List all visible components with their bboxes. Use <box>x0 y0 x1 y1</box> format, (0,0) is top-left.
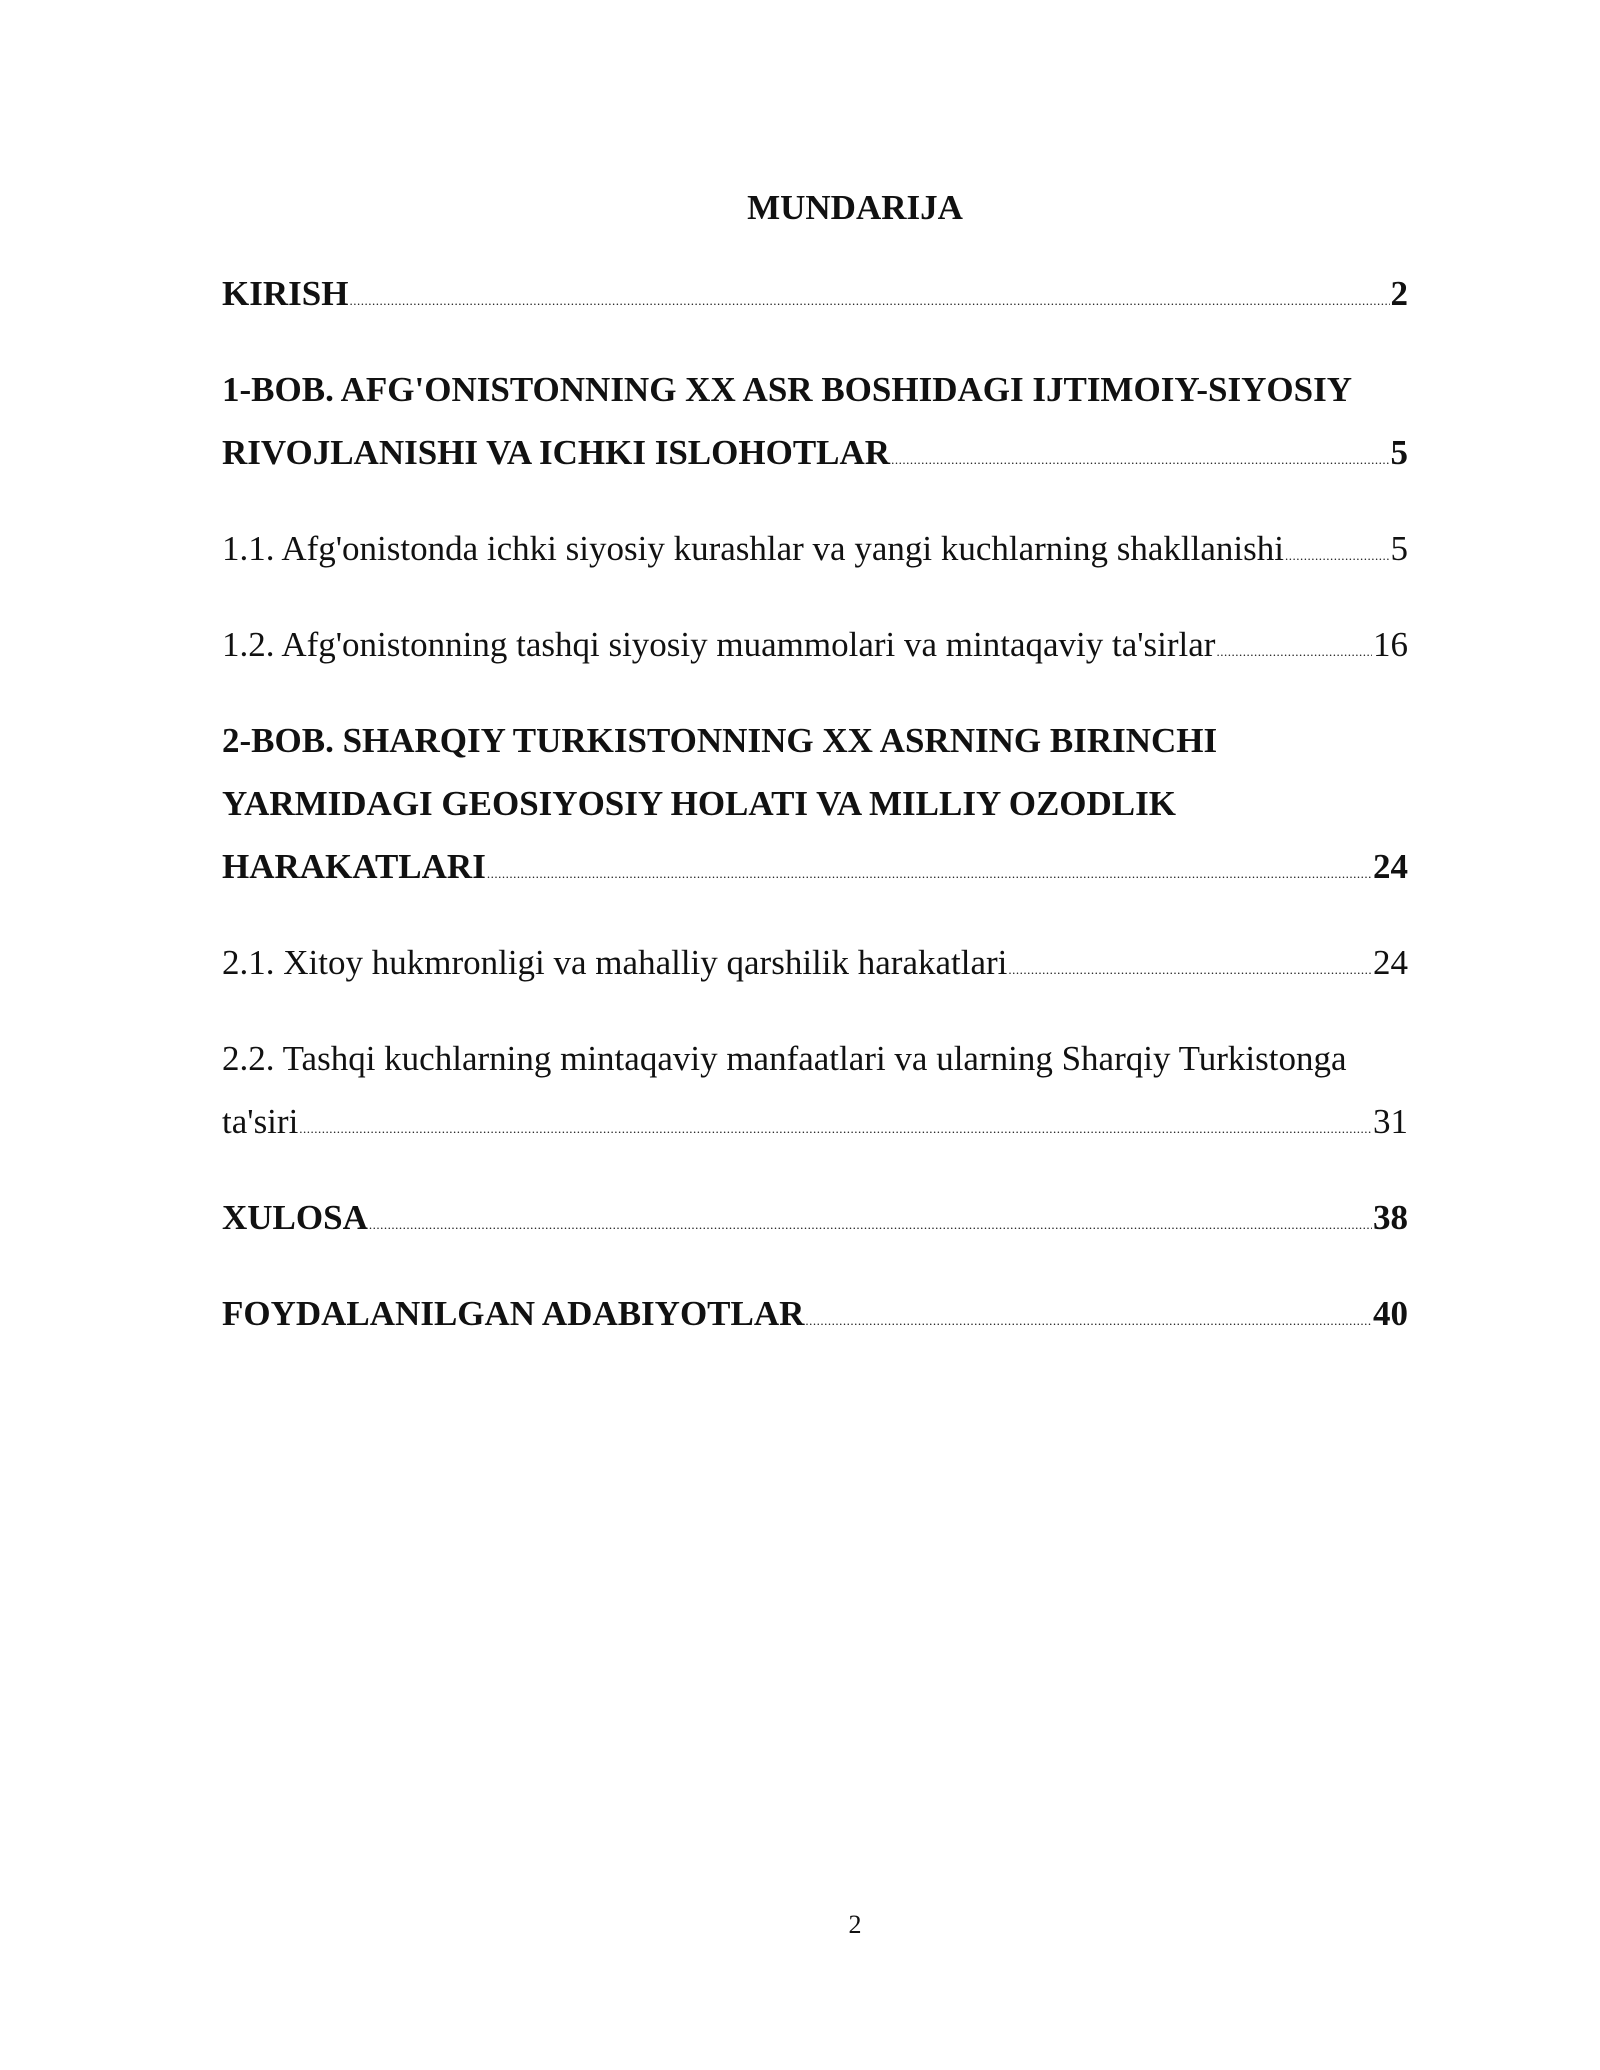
toc-entry-section-1-1[interactable] <box>222 517 1408 587</box>
dot-leader <box>1216 620 1372 683</box>
dot-leader <box>805 1289 1372 1352</box>
toc-entry-section-1-2[interactable] <box>222 613 1408 683</box>
toc-entry-title: HARAKATLARI <box>222 847 486 886</box>
toc-entry-line <box>222 1090 1408 1160</box>
page-number: 2 <box>848 1910 862 1939</box>
toc-entry-title: RIVOJLANISHI VA ICHKI ISLOHOTLAR <box>222 433 891 472</box>
toc-entry-title-line: 1-BOB. AFG'ONISTONNING XX ASR BOSHIDAGI IJTIMOIY-SIYOSIY <box>222 370 1352 409</box>
toc-entry-line <box>222 262 1408 332</box>
dot-leader <box>299 1097 1372 1160</box>
dot-leader <box>891 428 1389 491</box>
toc-entry-kirish[interactable] <box>222 262 1408 332</box>
dot-leader <box>369 1193 1372 1256</box>
toc-entry-line <box>222 1282 1408 1352</box>
toc-entry-section-2-2[interactable] <box>222 1027 1408 1160</box>
dot-leader <box>487 842 1372 905</box>
dot-leader <box>1008 938 1372 1001</box>
toc-entry-xulosa[interactable] <box>222 1186 1408 1256</box>
toc-entry-title: 1.2. Afg'onistonning tashqi siyosiy muammolari va mintaqaviy ta'sirlar <box>222 625 1216 664</box>
toc-entry-line <box>222 613 1408 683</box>
toc-page-number: 5 <box>1390 433 1408 472</box>
toc-entry-title: KIRISH <box>222 274 349 313</box>
dot-leader <box>1285 524 1390 587</box>
toc-entry-title-line: 2.2. Tashqi kuchlarning mintaqaviy manfaatlari va ularning Sharqiy Turkistonga <box>222 1039 1347 1078</box>
toc-entry-section-2-1[interactable] <box>222 931 1408 1001</box>
toc-entry-title: XULOSA <box>222 1198 368 1237</box>
toc-page-number: 40 <box>1373 1294 1408 1333</box>
toc-entry-line <box>222 421 1408 491</box>
toc-page-number: 38 <box>1373 1198 1408 1237</box>
toc-entry-title: 2.1. Xitoy hukmronligi va mahalliy qarshilik harakatlari <box>222 943 1008 982</box>
toc-entry-line <box>222 835 1408 905</box>
toc-entry-chapter-1[interactable] <box>222 358 1408 491</box>
toc-entry-line <box>222 931 1408 1001</box>
toc-entry-line <box>222 517 1408 587</box>
toc-page-number: 16 <box>1373 625 1408 664</box>
page-title: MUNDARIJA <box>747 188 963 227</box>
toc-page-number: 2 <box>1390 274 1408 313</box>
toc-entry-bibliography[interactable] <box>222 1282 1408 1352</box>
dot-leader <box>349 269 1389 332</box>
table-of-contents <box>222 262 1408 1352</box>
toc-page-number: 24 <box>1373 943 1408 982</box>
toc-entry-title: ta'siri <box>222 1102 299 1141</box>
toc-entry-line <box>222 1186 1408 1256</box>
toc-entry-chapter-2[interactable] <box>222 709 1408 905</box>
toc-entry-title-line: YARMIDAGI GEOSIYOSIY HOLATI VA MILLIY OZODLIK <box>222 784 1176 823</box>
toc-page-number: 31 <box>1373 1102 1408 1141</box>
toc-entry-title-line: 2-BOB. SHARQIY TURKISTONNING XX ASRNING BIRINCHI <box>222 721 1218 760</box>
toc-page-number: 5 <box>1390 529 1408 568</box>
toc-entry-title: FOYDALANILGAN ADABIYOTLAR <box>222 1294 805 1333</box>
toc-entry-title: 1.1. Afg'onistonda ichki siyosiy kurashlar va yangi kuchlarning shakllanishi <box>222 529 1284 568</box>
toc-page-number: 24 <box>1373 847 1408 886</box>
